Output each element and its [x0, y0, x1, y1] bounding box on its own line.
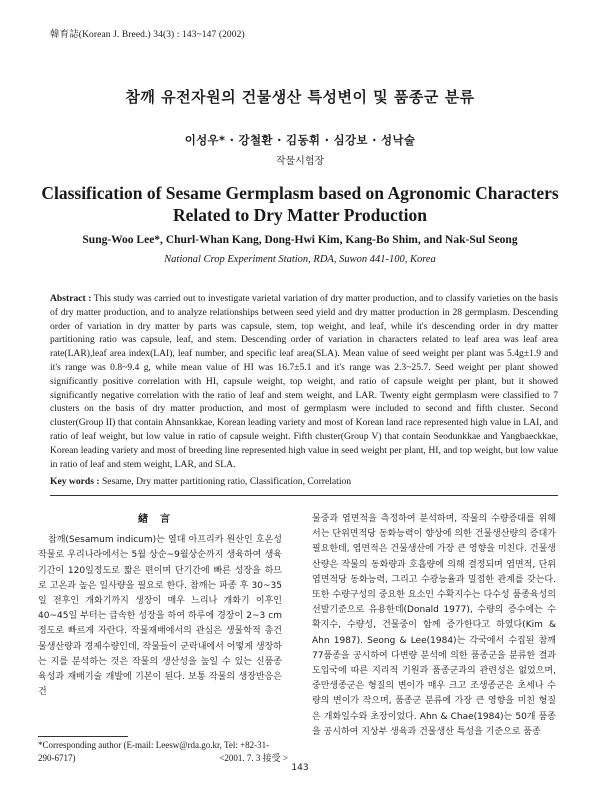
keywords-label: Key words :	[50, 476, 100, 487]
left-column	[38, 512, 282, 700]
korean-title: 참깨 유전자원의 건물생산 특성변이 및 품종군 분류	[125, 88, 475, 106]
korean-authors: 이성우* · 강철환 · 김동휘 · 심강보 · 성낙술	[184, 133, 416, 147]
footnote	[38, 739, 288, 765]
intro-paragraph-left: 참깨(Sesamum indicum)는 열대 아프리카 원산인 호온성 작물로 우리나라에서는 5월 상순~9월상순까지 생육하여 생육기간이 120일정도로 짧은 편이며 단기간에 빠른 성장을 하므로 고온과 높은 일사량을 필요로 한다. 참깨는 파종 후 30~35일 전후인 개화기까지 생장이 매우 느리나 개화기 이후인 40~45일 부터는 급속한 성장을 하여 하루에 경장이 2~3 cm 정도로 빠르게 자란다. 작물재배에서의 관심은 생물학적 총건물생산량과 경제수량인데, 작물들이 군락내에서 어떻게 생장하는 지를 분석하는 것은 작물의 생산성을 높일 수 있는 신품종 육성과 재배기술 개발에 기본이 된다. 보통 작물의 생장반응은 건	[38, 535, 282, 698]
english-authors: Sung-Woo Lee*, Churl-Whan Kang, Dong-Hwi Kim, Kang-Bo Shim, and Nak-Sul Seong	[82, 234, 518, 246]
footnote-divider	[38, 736, 128, 737]
footnote-tel: 290-6717)	[38, 753, 76, 763]
abstract-label: Abstract :	[50, 293, 92, 304]
english-title-line1: Classification of Sesame Germplasm based on Agronomic Characters	[41, 183, 559, 203]
section-divider	[50, 495, 558, 496]
abstract-text: This study was carried out to investigate varietal variation of dry matter production, and to classify varieties on the basis of dry matter production, and to analyze relationships between seed yield and dry matter production in 28 germplasm. Descending order of variation in dry matter by parts was capsule, stem, top weight, and leaf, while it's descending order in dry matter partitioning ratio was capsule, leaf, and stem. Descending order of variation in characters related to leaf area was leaf area rate(LAR),leaf area index(LAI), leaf number, and specific leaf area(SLA). Mean value of seed weight per plant was 5.4g±1.9 and it's range was 0.8~9.4 g, while mean value of HI was 16.7±5.1 and it's range was 2.3~25.7. Seed weight per plant showed significantly positive correlation with HI, capsule weight, top weight, and ratio of capsule weight per plant, but it showed significantly negative correlation with the ratio of leaf and stem weight, and LAR. Twenty eight germplasm were classified to 7 clusters on the basis of dry matter production, and most of germplasm were included to second and fifth cluster. Second cluster(Group II) that contain Ahnsankkae, Korean leading variety and most of Korean land race represented high value in LAI, and ratio of leaf weight, but low value in ratio of capsule weight. Fifth cluster(Group V) that contain Seodunkkae and Yangbaeckkae, Korean leading variety and most of breeding line represented high value in seed weight per plant, HI, and top weight, but low value in ratio of leaf and stem weight, LAR, and SLA.	[50, 293, 558, 470]
english-title-line2: Related to Dry Matter Production	[172, 205, 427, 225]
keywords-text: Sesame, Dry matter partitioning ratio, Classification, Correlation	[101, 476, 352, 487]
english-title	[0, 182, 600, 226]
journal-citation: 韓育誌(Korean J. Breed.) 34(3) : 143~147 (2002)	[50, 30, 245, 40]
abstract	[50, 292, 558, 471]
footnote-corresponding: *Corresponding author (E-mail: Leesw@rda.go.kr, Tel: +82-31-	[38, 740, 270, 750]
footnote-received: <2001. 7. 3 接受 >	[219, 753, 288, 763]
keywords	[50, 475, 558, 488]
section-heading-introduction: 緖言	[138, 514, 182, 525]
right-column	[312, 512, 556, 740]
page-number: 143	[291, 763, 309, 773]
intro-paragraph-right: 물중과 엽면적을 측정하여 분석하며, 작물의 수량증대를 위해서는 단위면적당 동화능력이 향상에 의한 건물생산량의 증대가 필요한데, 엽면적은 건물생산에 가장 큰 영향을 미친다. 건물생산량은 작물의 동화량과 호흡량에 의해 결정되며 엽면적, 단위 엽면적당 동화능력, 그리고 수광능율과 밀접한 관계를 갖는다. 또한 수량구성의 중요한 요소인 수확지수는 다수성 품종육성의 선발기준으로 유용한데(Donald 1977), 수량의 증수에는 수확지수, 수량성, 건물중이 함께 증가한다고 하였다(Kim & Ahn 1987). Seong & Lee(1984)는 각국에서 수집된 참깨 77품종을 공시하여 다변량 분석에 의한 품종군을 분류한 결과 도입국에 따른 지리적 기원과 품종군과의 관련성은 없었으며, 중만생종군은 형질의 변이가 매우 크고 조생종군은 초세나 수량의 변이가 작으며, 품종군 분류에 가장 큰 영향을 미친 형질은 개화일수와 초장이었다. Ahn & Chae(1984)는 50개 품종을 공시하여 지상부 생육과 건물생산 특성을 기준으로 품종	[312, 514, 556, 737]
korean-affiliation: 작물시험장	[275, 156, 325, 167]
english-affiliation: National Crop Experiment Station, RDA, Suwon 441-100, Korea	[164, 254, 436, 265]
